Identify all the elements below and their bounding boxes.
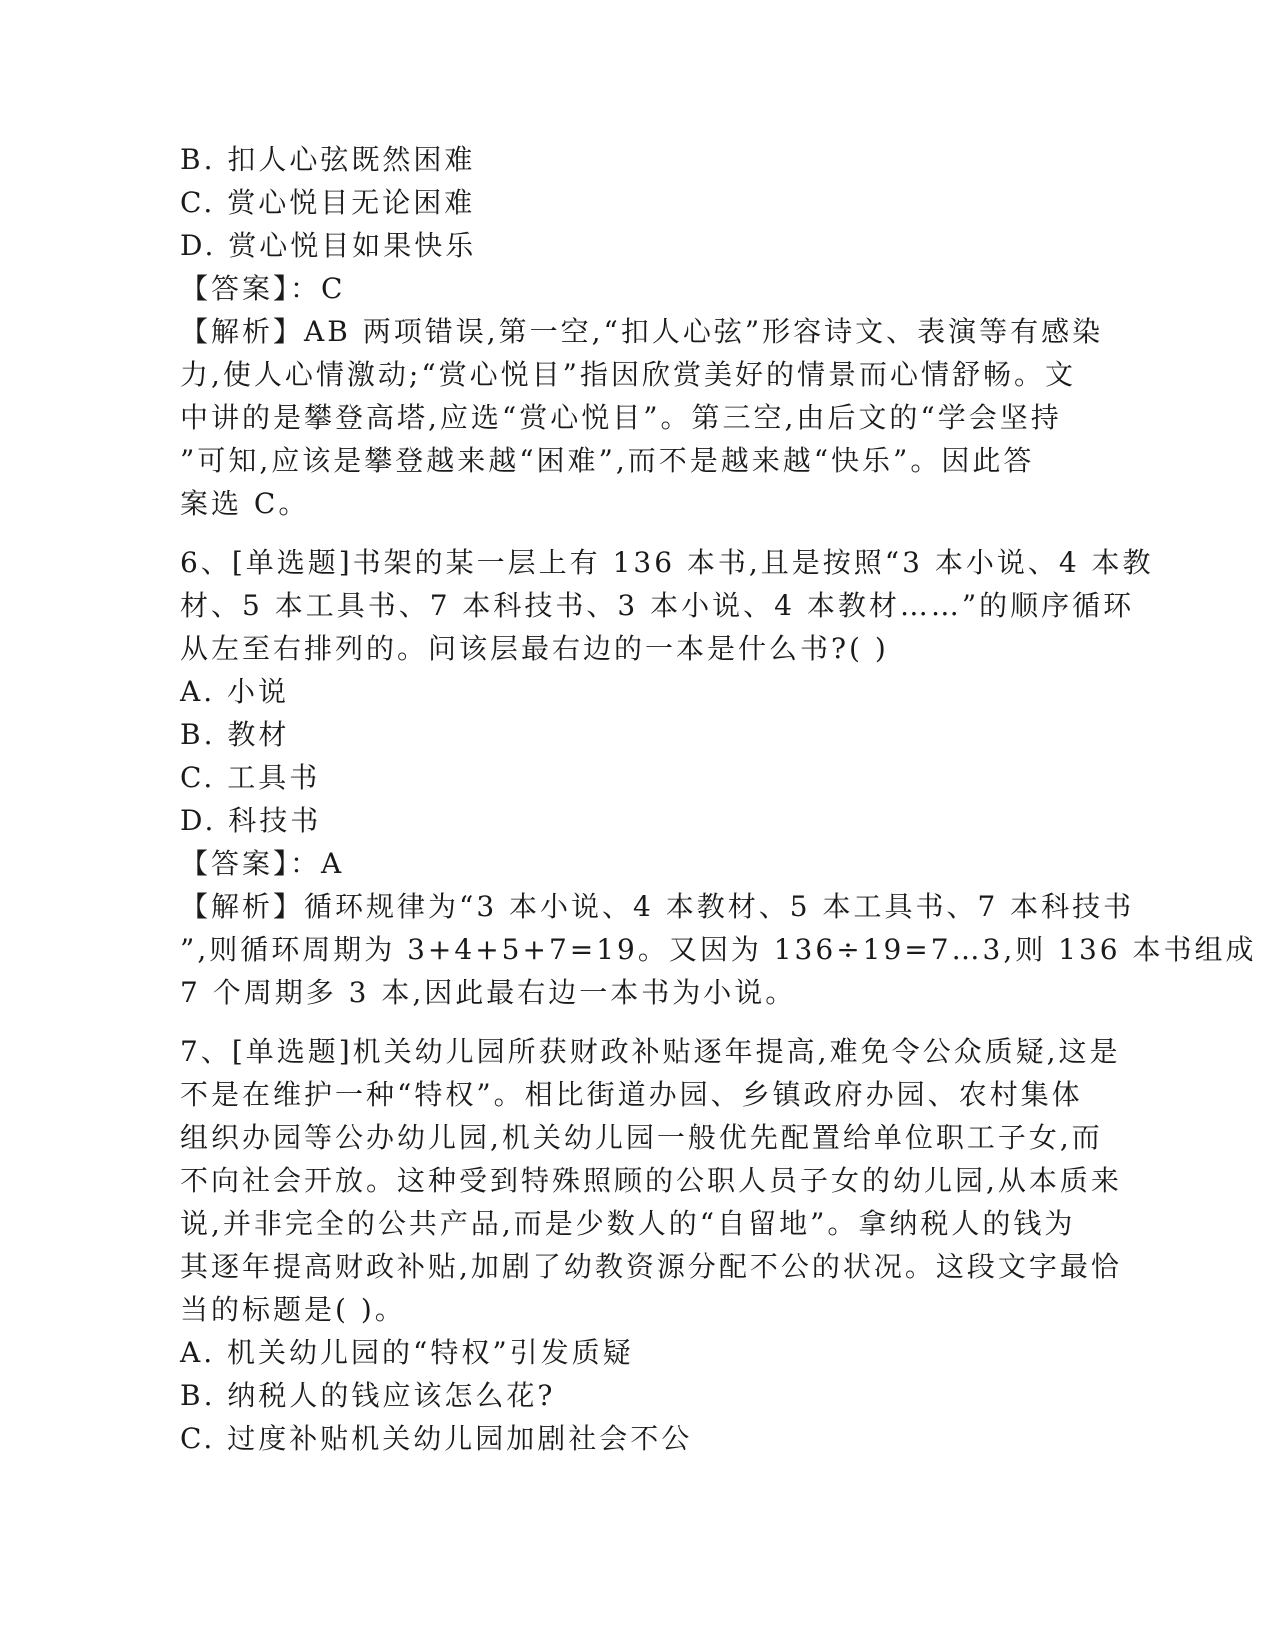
question-7-block [180, 1030, 1122, 1460]
q7-question [180, 1030, 1122, 1331]
q7-question-line: 说,并非完全的公共产品,而是少数人的“自留地”。拿纳税人的钱为 [180, 1207, 1076, 1240]
q7-question-line: 7、[单选题]机关幼儿园所获财政补贴逐年提高,难免令公众质疑,这是 [180, 1035, 1121, 1068]
spacer [180, 1014, 1080, 1030]
q5-analysis-line: 案选 C。 [180, 487, 310, 520]
q6-option-d: D. 科技书 [180, 804, 322, 837]
q6-analysis-line: 7 个周期多 3 本,因此最右边一本书为小说。 [180, 976, 797, 1009]
question-6-block [180, 541, 1257, 1014]
q7-option-a: A. 机关幼儿园的“特权”引发质疑 [180, 1336, 634, 1369]
q5-analysis-line: 中讲的是攀登高塔,应选“赏心悦目”。第三空,由后文的“学会坚持 [180, 401, 1062, 434]
q7-question-line: 其逐年提高财政补贴,加剧了幼教资源分配不公的状况。这段文字最恰 [180, 1250, 1122, 1283]
q5-option-b: B. 扣人心弦既然困难 [180, 143, 476, 176]
q6-question-line: 6、[单选题]书架的某一层上有 136 本书,且是按照“3 本小说、4 本教 [180, 546, 1154, 579]
q6-analysis-line: ”,则循环周期为 3+4+5+7=19。又因为 136÷19=7…3,则 136 本书组成 [180, 933, 1257, 966]
q7-question-line: 当的标题是( )。 [180, 1293, 406, 1326]
q6-analysis [180, 885, 1257, 1014]
q7-option-c: C. 过度补贴机关幼儿园加剧社会不公 [180, 1422, 693, 1455]
q5-analysis-line: 力,使人心情激动;“赏心悦目”指因欣赏美好的情景而心情舒畅。文 [180, 358, 1076, 391]
q6-analysis-line: 【解析】循环规律为“3 本小说、4 本教材、5 本工具书、7 本科技书 [180, 890, 1135, 923]
q5-option-c: C. 赏心悦目无论困难 [180, 186, 476, 219]
document-page [180, 138, 1257, 1460]
spacer [180, 525, 1080, 541]
q6-option-a: A. 小说 [180, 675, 290, 708]
q6-question-line: 从左至右排列的。问该层最右边的一本是什么书?( ) [180, 632, 889, 665]
question-5-block [180, 138, 1104, 525]
q6-option-c: C. 工具书 [180, 761, 321, 794]
q6-answer: 【答案】：A [180, 847, 345, 880]
q7-question-line: 不向社会开放。这种受到特殊照顾的公职人员子女的幼儿园,从本质来 [180, 1164, 1122, 1197]
q5-answer: 【答案】：C [180, 272, 346, 305]
q6-option-b: B. 教材 [180, 718, 290, 751]
q7-question-line: 组织办园等公办幼儿园,机关幼儿园一般优先配置给单位职工子女,而 [180, 1121, 1103, 1154]
q7-question-line: 不是在维护一种“特权”。相比街道办园、乡镇政府办园、农村集体 [180, 1078, 1083, 1111]
q6-question-line: 材、5 本工具书、7 本科技书、3 本小说、4 本教材……”的顺序循环 [180, 589, 1135, 622]
q5-analysis-line: 【解析】AB 两项错误,第一空,“扣人心弦”形容诗文、表演等有感染 [180, 315, 1104, 348]
q5-option-d: D. 赏心悦目如果快乐 [180, 229, 477, 262]
q5-analysis-line: ”可知,应该是攀登越来越“困难”,而不是越来越“快乐”。因此答 [180, 444, 1035, 477]
q5-analysis [180, 310, 1104, 525]
q7-option-b: B. 纳税人的钱应该怎么花? [180, 1379, 556, 1412]
q6-question [180, 541, 1154, 670]
